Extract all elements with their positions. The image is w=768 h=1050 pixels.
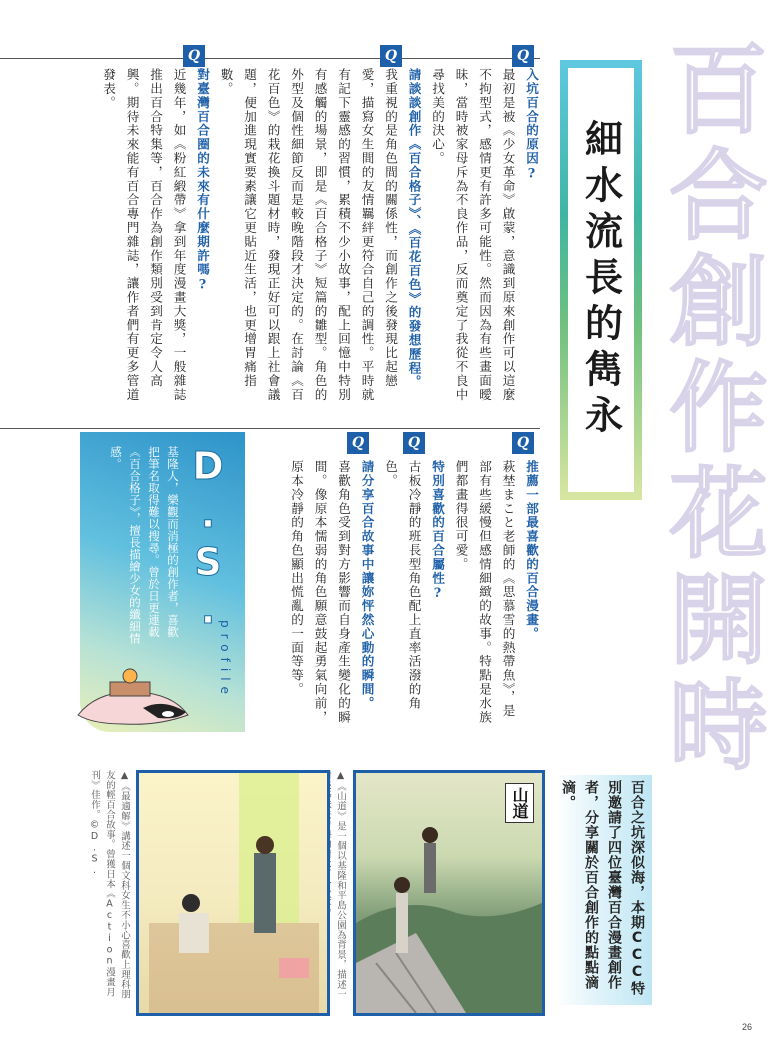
caption-mountain-road: ▲《山道》是一個以基隆和平島公園為背景，描述一 bbox=[335, 770, 346, 1000]
question-text: 入坑百合的原因? bbox=[524, 68, 539, 182]
room-scene bbox=[139, 773, 327, 1013]
question-text: 請分享百合故事中讓妳怦然心動的瞬間。 bbox=[359, 460, 375, 711]
question-text: 對臺灣百合圈的未來有什麼期許嗎? bbox=[195, 68, 210, 293]
answer-text: 古板冷靜的班長型角色配上直率活潑的角色。 bbox=[383, 460, 422, 711]
page-title-outline: 百合創作花開時 bbox=[653, 38, 767, 780]
q-badge: Q bbox=[183, 45, 205, 67]
question-text: 特別喜歡的百合屬性? bbox=[430, 460, 445, 602]
illustration-optimal-solution bbox=[136, 770, 330, 1016]
answer-text: 萩埜まこと老師的《思慕雪的熱帶魚》，是部有些緩慢但感情細緻的故事。特點是水族們都畫得很可愛。 bbox=[453, 460, 516, 725]
answer-text: 我重視的是角色間的關係性，而創作之後發現比起戀愛，描寫女生間的友情羈絆更符合自己的調性。平時就有記下靈感的習慣，累積不少小故事，配上回憶中特別有感觸的場景，即是《百合格子》短篇的雛型。角色的外型及個性細節反而是較晚階段才決定的。在討論《百花百色》的栽花換斗題材時，發現正好可以跟上社會議題，便加進現實要素讓它更貼近生活，也更增胃痛指數。 bbox=[218, 68, 398, 402]
profile-label: profile bbox=[218, 620, 232, 700]
illustration-mountain-road bbox=[353, 770, 545, 1016]
top-divider bbox=[0, 58, 540, 59]
q-badge: Q bbox=[512, 45, 534, 67]
answer-text: 最初是被《少女革命》啟蒙，意識到原來創作可以這麼不拘型式，感情更有許多可能性。然而因為有些畫面曖昧，當時被家母斥為不良作品，反而奠定了我從不良中尋找美的決心。 bbox=[430, 68, 516, 402]
author-bio: 基隆人，樂觀而消極的創作者，喜歡把筆名取得難以搜尋。曾於日更連載《百合格子》，擅長描繪少女的纖細情感。 bbox=[109, 446, 180, 645]
sign-mountain-road: 山道 bbox=[505, 783, 534, 823]
q-badge: Q bbox=[347, 432, 369, 454]
kotatsu-doodle-icon bbox=[68, 660, 198, 730]
article-title: 細水流長的雋永 bbox=[578, 119, 623, 441]
q-badge: Q bbox=[403, 432, 425, 454]
intro-text: 百合之坑深似海，本期CCC特別邀請了四位臺灣百合漫畫創作者，分享關於百合創作的點點滴滴。 bbox=[560, 780, 645, 996]
author-name: D.S. bbox=[186, 444, 230, 636]
qa-top-block bbox=[97, 68, 544, 413]
q-badge: Q bbox=[380, 45, 402, 67]
question-text: 推薦一部最喜歡的百合漫畫。 bbox=[524, 460, 539, 641]
answer-text: 喜歡角色受到對方影響而自身產生變化的瞬間。像原本懦弱的角色願意鼓起勇氣向前，原本冷靜的角色顯出慌亂的一面等等。 bbox=[289, 460, 351, 725]
page-number: 26 bbox=[742, 1022, 753, 1032]
answer-text: 近幾年，如《粉紅緞帶》拿到年度漫畫大獎，一般雜誌推出百合特集等，百合作為創作類別受到肯定令人高興。期待未來能有百合專門雜誌，讓作者們有更多管道發表。 bbox=[101, 68, 187, 402]
caption-optimal-solution: ▲《最適解》講述一個文科女生不小心喜歡上理科朋友的輕百合故事。曾獲日本《Action漫畫月刊》佳作。©D.S. bbox=[89, 770, 130, 1000]
q-badge: Q bbox=[512, 432, 534, 454]
qa-bottom-block bbox=[285, 460, 544, 730]
middle-divider bbox=[0, 428, 540, 429]
question-text: 請談談創作《百合格子》、《百花百色》的發想歷程。 bbox=[406, 68, 422, 389]
